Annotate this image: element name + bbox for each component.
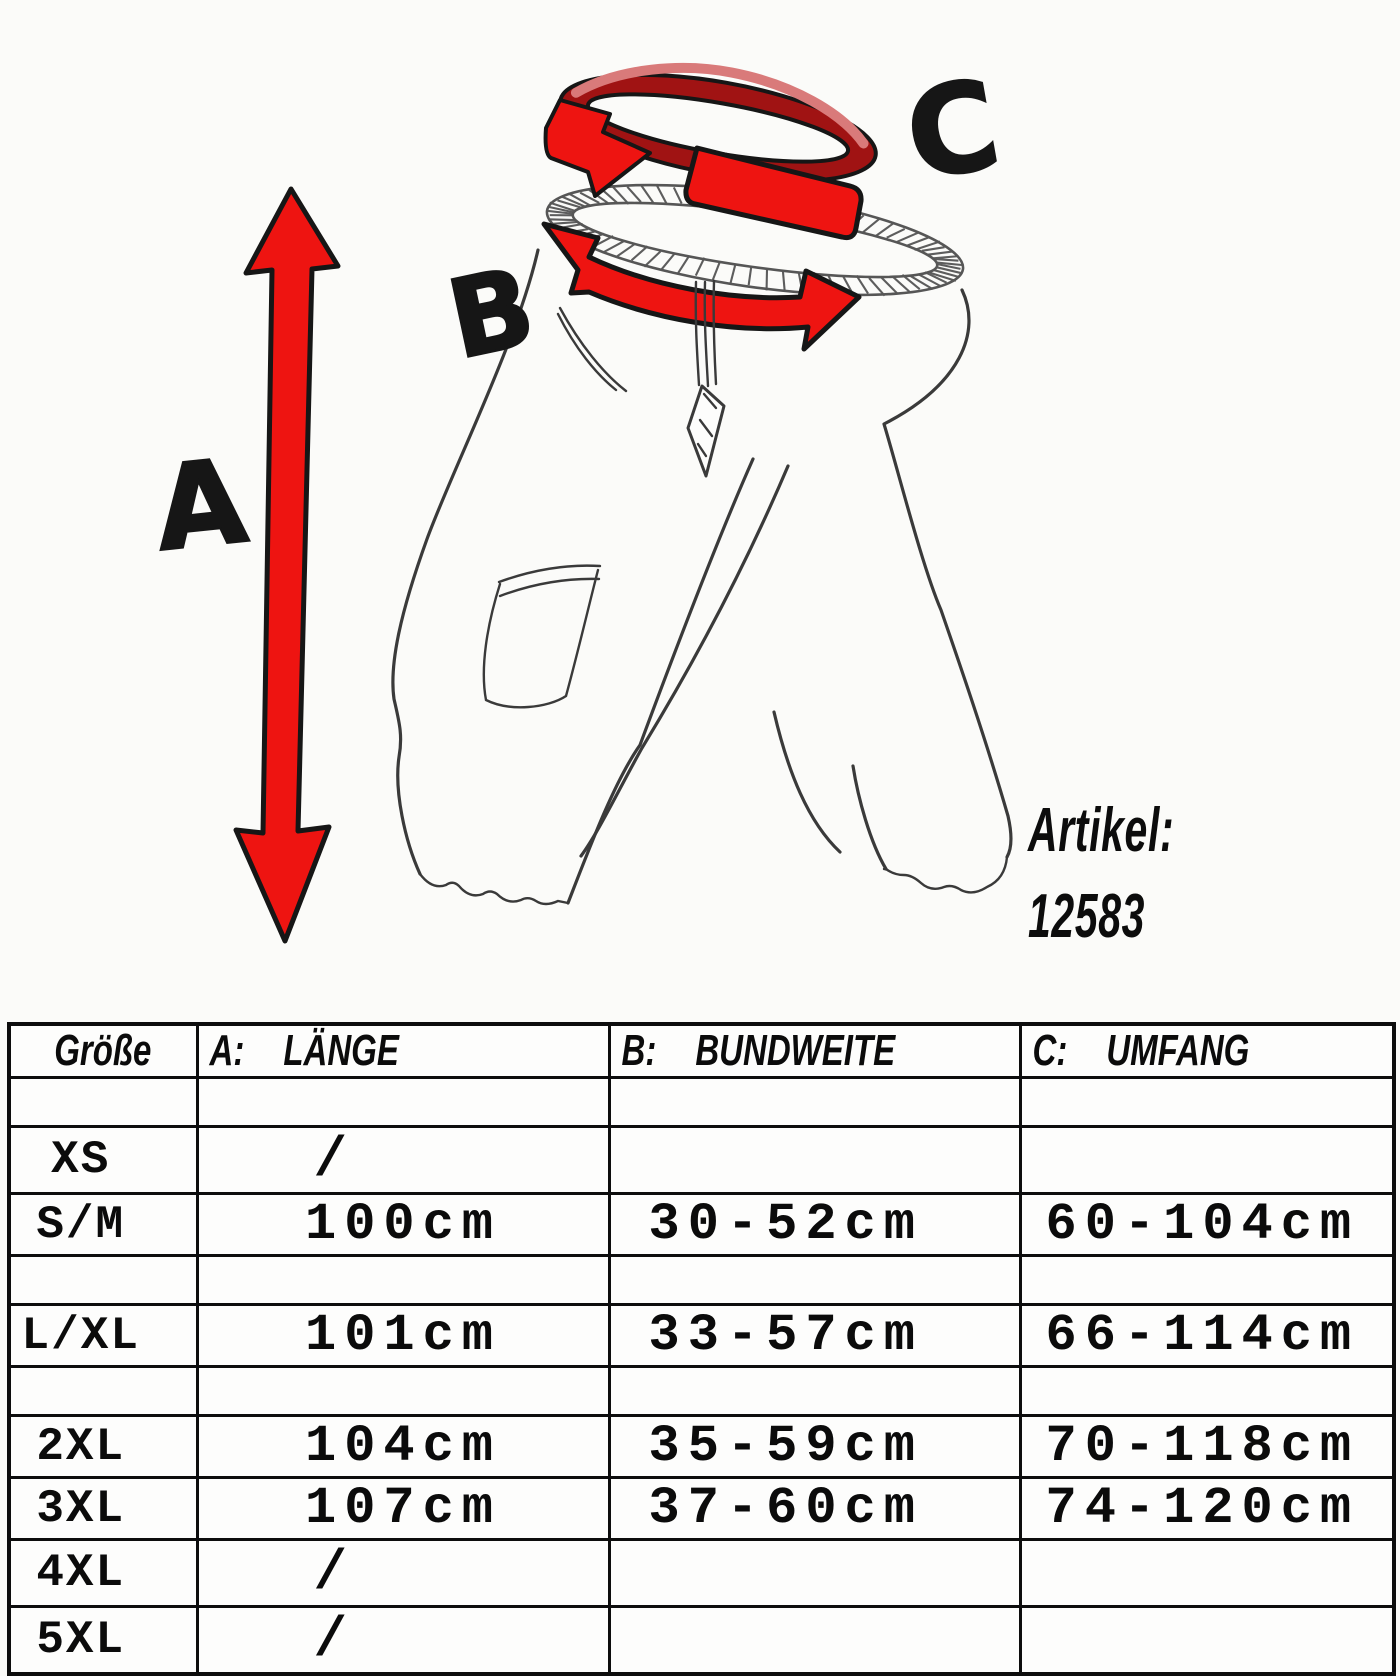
cell-size: XS [9,1127,197,1194]
table-row [9,1416,1394,1478]
cell-c [1020,1540,1394,1607]
cell-b: 37-60cm [609,1478,1020,1540]
size-table [7,1022,1396,1676]
cell-a [197,1078,609,1127]
cell-a: 104cm [197,1416,609,1478]
cell-a [197,1367,609,1416]
cell-a: / [197,1127,609,1194]
cell-b [609,1607,1020,1675]
cell-b [609,1367,1020,1416]
cell-a: 100cm [197,1194,609,1256]
table-row [9,1478,1394,1540]
cell-size [9,1078,197,1127]
table-row [9,1194,1394,1256]
article-value: 12583 [1028,882,1146,951]
cell-size [9,1367,197,1416]
table-row [9,1078,1394,1127]
article-number-block [1028,788,1174,960]
cell-b: 35-59cm [609,1416,1020,1478]
patch-pocket [484,566,600,708]
cell-a: 107cm [197,1478,609,1540]
pants-right-cuff-ruffle [884,857,1007,892]
label-a: A [149,433,253,578]
cell-size: 5XL [9,1607,197,1675]
cell-c [1020,1367,1394,1416]
header-circumference-label: UMFANG [1105,1026,1249,1075]
pants-right-leg-outline [884,290,1011,857]
cell-size: L/XL [9,1305,197,1367]
header-circumference [1020,1024,1394,1078]
cell-a [197,1256,609,1305]
c-ring-end-arrow [546,100,650,196]
header-waist [609,1024,1020,1078]
cell-a: / [197,1607,609,1675]
pants-right-leg-inner-fold [774,712,840,852]
header-circumference-prefix: C: [1032,1026,1067,1075]
table-row [9,1256,1394,1305]
c-measure-ring [546,44,886,238]
header-size [9,1024,197,1078]
cell-c: 66-114cm [1020,1305,1394,1367]
cell-size: 4XL [9,1540,197,1607]
cell-b [609,1127,1020,1194]
header-length-prefix: A: [209,1026,244,1075]
header-length [197,1024,609,1078]
cell-a: / [197,1540,609,1607]
pants-left-cuff-ruffle [420,874,568,904]
size-table-body [9,1078,1394,1675]
header-length-label: LÄNGE [282,1026,399,1075]
cell-c: 70-118cm [1020,1416,1394,1478]
cell-size: 2XL [9,1416,197,1478]
label-c: C [896,52,1010,209]
cell-size [9,1256,197,1305]
pants-right-cuff-left-edge [853,766,886,869]
table-row [9,1305,1394,1367]
table-row [9,1607,1394,1675]
label-b: B [438,244,545,384]
cell-a: 101cm [197,1305,609,1367]
cell-b [609,1540,1020,1607]
cell-b [609,1078,1020,1127]
drawstring-aglet [688,386,724,476]
cell-c [1020,1078,1394,1127]
table-row [9,1540,1394,1607]
pocket-slit [558,308,626,391]
table-row [9,1127,1394,1194]
cell-size: 3XL [9,1478,197,1540]
b-measure-arrow [544,224,859,349]
cell-c [1020,1607,1394,1675]
cell-c [1020,1256,1394,1305]
cell-b: 33-57cm [609,1305,1020,1367]
cell-c: 60-104cm [1020,1194,1394,1256]
header-waist-label: BUNDWEITE [694,1026,895,1075]
article-label: Artikel: [1028,796,1175,865]
table-row [9,1367,1394,1416]
cell-c: 74-120cm [1020,1478,1394,1540]
header-waist-prefix: B: [621,1026,656,1075]
cell-b [609,1256,1020,1305]
cell-size: S/M [9,1194,197,1256]
cell-b: 30-52cm [609,1194,1020,1256]
table-header-row [9,1024,1394,1078]
cell-c [1020,1127,1394,1194]
pants-left-leg-inner-edge [568,459,753,903]
header-size-label: Größe [54,1026,152,1075]
